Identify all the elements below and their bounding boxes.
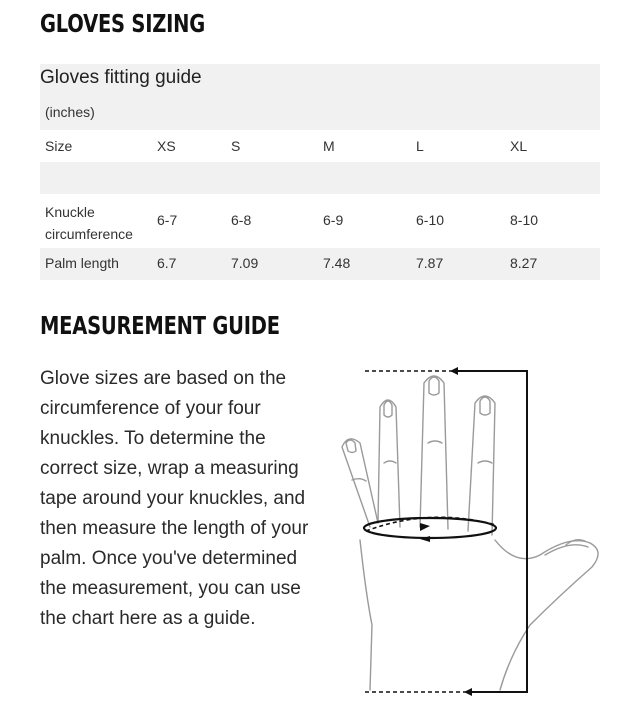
knuckle-row <box>40 194 600 248</box>
palm-s: 7.09 <box>231 255 259 271</box>
knuckle-label-line1: Knuckle <box>45 204 95 220</box>
size-header-xs: XS <box>157 138 176 154</box>
knuckle-label-line2: circumference <box>45 226 133 242</box>
knuckle-xs: 6-7 <box>157 212 178 228</box>
palm-xs: 6.7 <box>157 255 177 271</box>
measurement-guide-text: Glove sizes are based on the circumference of your four knuckles. To determine the correct size, wrap a measuring tape around your knuckles, and then measure the length of your palm. Once you've determined the measurement, you can use the chart here as a guide. <box>40 368 309 629</box>
size-header-row <box>40 130 600 162</box>
size-header-l: L <box>416 138 424 154</box>
fitting-guide-title: Gloves fitting guide <box>40 67 202 88</box>
gloves-sizing-title: GLOVES SIZING <box>40 9 206 38</box>
knuckle-s: 6-8 <box>231 212 252 228</box>
knuckle-label <box>45 201 133 245</box>
palm-m: 7.48 <box>323 255 351 271</box>
size-header-s: S <box>231 138 241 154</box>
palm-l: 7.87 <box>416 255 444 271</box>
size-header-xl: XL <box>510 138 528 154</box>
palm-row <box>40 248 600 280</box>
measurement-guide-title: MEASUREMENT GUIDE <box>40 311 280 340</box>
hand-measurement-icon <box>330 355 605 705</box>
knuckle-m: 6-9 <box>323 212 344 228</box>
unit-label: (inches) <box>45 104 95 120</box>
table-caption-row <box>40 64 600 130</box>
knuckle-l: 6-10 <box>416 212 445 228</box>
size-header-m: M <box>323 138 335 154</box>
spacer-row <box>40 162 600 194</box>
palm-label: Palm length <box>45 255 119 271</box>
size-header-label: Size <box>45 138 73 154</box>
fitting-guide-table <box>40 64 600 280</box>
knuckle-xl: 8-10 <box>510 212 539 228</box>
palm-xl: 8.27 <box>510 255 538 271</box>
